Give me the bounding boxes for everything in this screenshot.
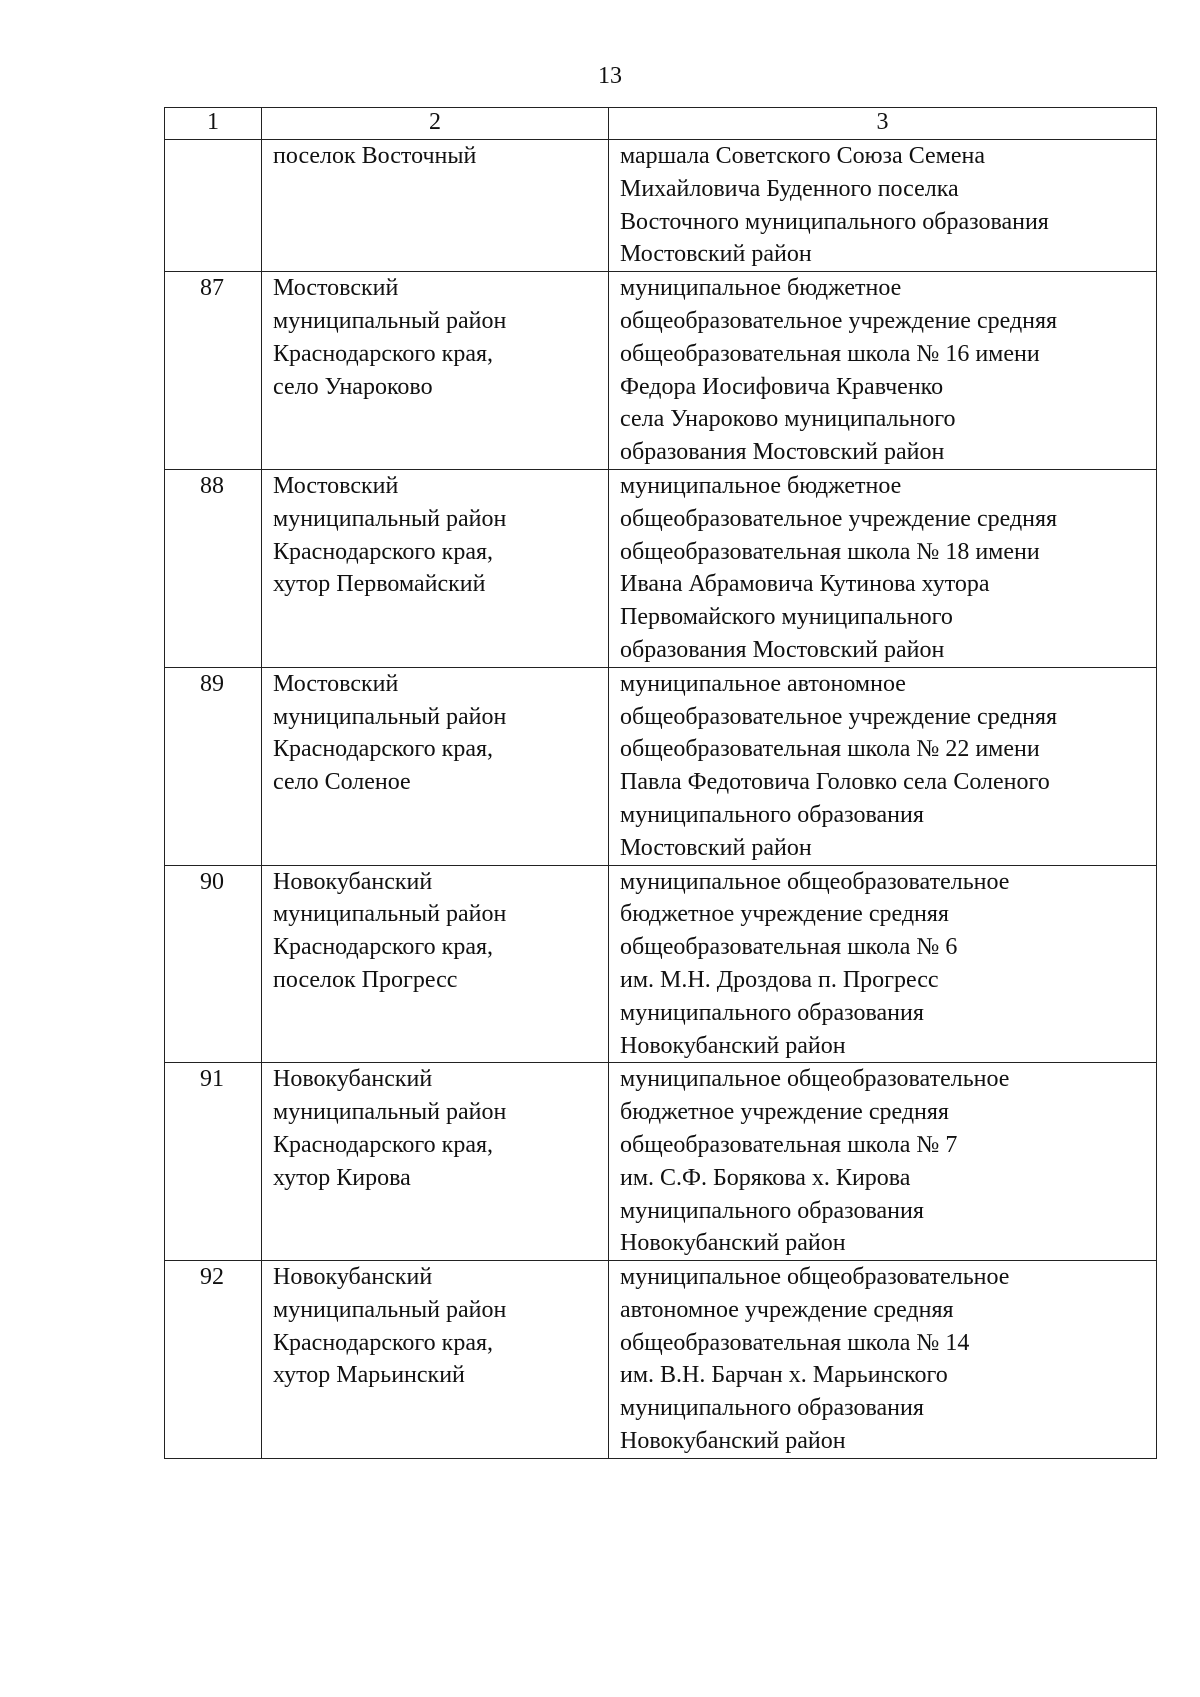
institution-line: муниципальное автономное — [620, 670, 906, 697]
institution-line: Павла Федотовича Головко села Соленого — [620, 769, 1050, 796]
locality-line: муниципальный район — [273, 307, 507, 334]
table-header-row — [165, 108, 1157, 140]
locality-cell — [262, 667, 609, 865]
institution-line: муниципального образования — [620, 1395, 924, 1422]
institution-line: общеобразовательная школа № 18 имени — [620, 538, 1040, 565]
institution-line: образования Мостовский район — [620, 636, 945, 663]
institution-line: Восточного муниципального образования — [620, 208, 1049, 235]
locality-line: поселок Прогресс — [273, 966, 458, 993]
row-number: 89 — [165, 667, 262, 865]
institution-line: Первомайского муниципального — [620, 604, 953, 631]
institution-cell — [609, 865, 1157, 1063]
locality-line: хутор Марьинский — [273, 1362, 465, 1389]
row-number: 92 — [165, 1261, 262, 1459]
institution-line: муниципальное общеобразовательное — [620, 1066, 1010, 1093]
locality-line: поселок Восточный — [273, 143, 477, 169]
institution-line: муниципального образования — [620, 999, 924, 1026]
locality-line: Краснодарского края, — [273, 538, 494, 565]
institution-line: общеобразовательная школа № 7 — [620, 1131, 958, 1158]
institution-line: муниципальное общеобразовательное — [620, 868, 1010, 895]
table-row — [165, 1063, 1157, 1261]
institution-line: Новокубанский район — [620, 1230, 846, 1257]
institution-cell — [609, 1063, 1157, 1261]
institution-line: муниципальное бюджетное — [620, 472, 902, 499]
locality-line: Краснодарского края, — [273, 736, 494, 763]
locality-line: муниципальный район — [273, 505, 507, 532]
document-table — [164, 107, 1157, 1459]
institution-line: Ивана Абрамовича Кутинова хутора — [620, 571, 990, 598]
institution-line: Михайловича Буденного поселка — [620, 175, 959, 202]
locality-cell — [262, 865, 609, 1063]
row-number: 91 — [165, 1063, 262, 1261]
institution-line: им. М.Н. Дроздова п. Прогресс — [620, 966, 939, 993]
institution-cell — [609, 469, 1157, 667]
institution-line: муниципальное бюджетное — [620, 275, 902, 302]
locality-cell — [262, 1063, 609, 1261]
locality-line: муниципальный район — [273, 703, 507, 730]
institution-line: Мостовский район — [620, 834, 812, 861]
institution-line: им. В.Н. Барчан х. Марьинского — [620, 1362, 948, 1389]
institution-line: общеобразовательная школа № 14 — [620, 1329, 970, 1356]
column-header-institution: 3 — [609, 108, 1157, 140]
institution-line: общеобразовательная школа № 6 — [620, 934, 958, 961]
institution-line: села Унароково муниципального — [620, 406, 956, 433]
locality-line: Краснодарского края, — [273, 1329, 494, 1356]
institution-line: Мостовский район — [620, 241, 812, 268]
institution-cell — [609, 272, 1157, 470]
locality-line: Краснодарского края, — [273, 1131, 494, 1158]
institution-line: бюджетное учреждение средняя — [620, 1099, 949, 1126]
page-number: 13 — [598, 63, 622, 89]
column-header-locality: 2 — [262, 108, 609, 140]
institution-line: Федора Иосифовича Кравченко — [620, 373, 944, 400]
institution-line: муниципального образования — [620, 1197, 924, 1224]
locality-line: Новокубанский — [273, 1264, 433, 1291]
institution-line: общеобразовательное учреждение средняя — [620, 505, 1058, 532]
locality-cell — [262, 469, 609, 667]
locality-line: село Унароково — [273, 373, 433, 400]
table-row — [165, 140, 1157, 272]
row-number: 87 — [165, 272, 262, 470]
column-header-number: 1 — [165, 108, 262, 140]
institution-line: Новокубанский район — [620, 1032, 846, 1059]
row-number: 90 — [165, 865, 262, 1063]
institution-line: образования Мостовский район — [620, 439, 945, 466]
institution-line: общеобразовательное учреждение средняя — [620, 703, 1058, 730]
locality-line: хутор Кирова — [273, 1164, 411, 1191]
table-row — [165, 865, 1157, 1063]
table-body — [165, 108, 1157, 1459]
institution-line: бюджетное учреждение средняя — [620, 901, 949, 928]
locality-cell — [262, 140, 609, 272]
locality-line: Мостовский — [273, 670, 399, 697]
institution-cell — [609, 140, 1157, 272]
institution-line: муниципальное общеобразовательное — [620, 1264, 1010, 1291]
table-row — [165, 469, 1157, 667]
locality-line: Краснодарского края, — [273, 340, 494, 367]
locality-line: село Соленое — [273, 769, 411, 796]
locality-line: Мостовский — [273, 275, 399, 302]
locality-line: Краснодарского края, — [273, 934, 494, 961]
institution-line: общеобразовательное учреждение средняя — [620, 307, 1058, 334]
table-row — [165, 272, 1157, 470]
institution-cell — [609, 1261, 1157, 1459]
locality-line: Мостовский — [273, 472, 399, 499]
locality-cell — [262, 1261, 609, 1459]
table-row — [165, 667, 1157, 865]
locality-line: Новокубанский — [273, 868, 433, 895]
locality-cell — [262, 272, 609, 470]
institution-line: муниципального образования — [620, 801, 924, 828]
institution-line: маршала Советского Союза Семена — [620, 143, 985, 169]
locality-line: Новокубанский — [273, 1066, 433, 1093]
institution-line: общеобразовательная школа № 16 имени — [620, 340, 1040, 367]
institution-line: автономное учреждение средняя — [620, 1296, 954, 1323]
locality-line: муниципальный район — [273, 901, 507, 928]
locality-line: муниципальный район — [273, 1296, 507, 1323]
institution-line: общеобразовательная школа № 22 имени — [620, 736, 1040, 763]
locality-line: хутор Первомайский — [273, 571, 486, 598]
table-row — [165, 1261, 1157, 1459]
institution-line: Новокубанский район — [620, 1428, 846, 1455]
institution-line: им. С.Ф. Борякова х. Кирова — [620, 1164, 911, 1191]
locality-line: муниципальный район — [273, 1099, 507, 1126]
row-number: 88 — [165, 469, 262, 667]
row-number — [165, 140, 262, 272]
institution-cell — [609, 667, 1157, 865]
